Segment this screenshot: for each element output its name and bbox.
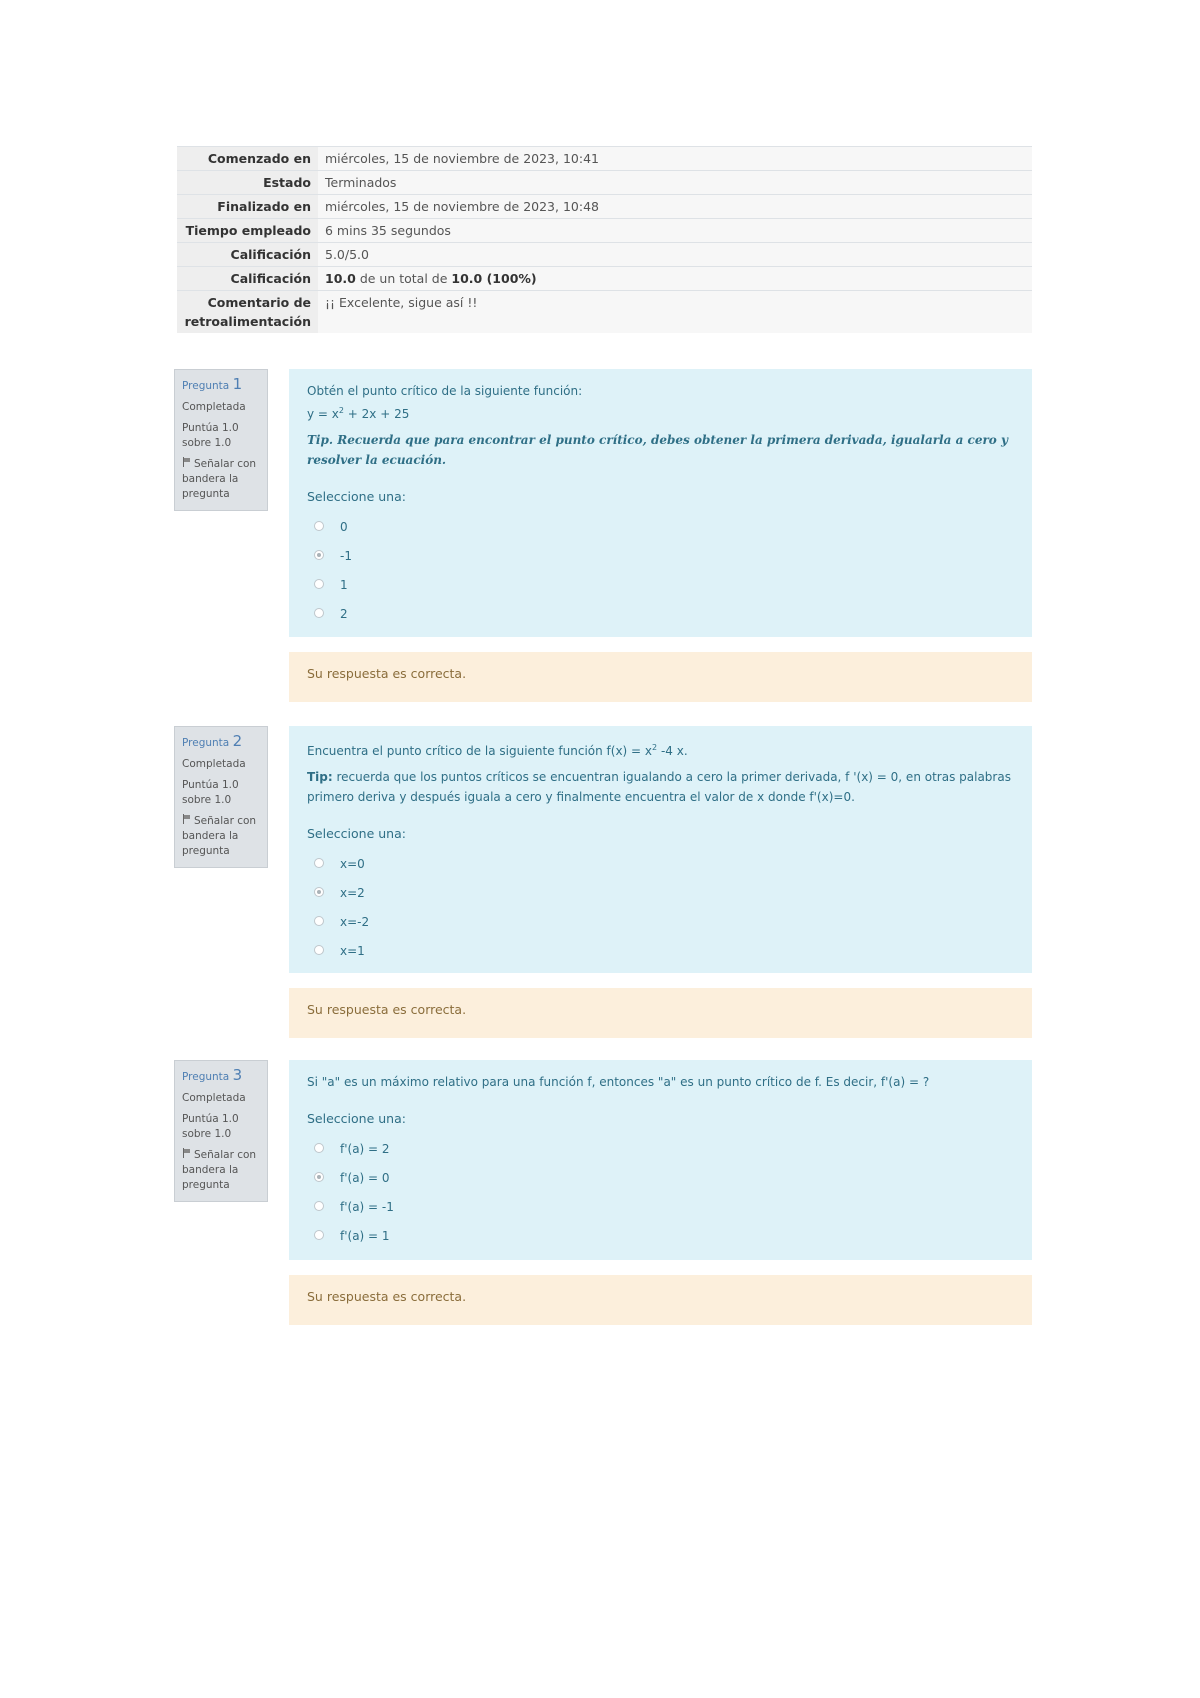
answer-option[interactable]: [307, 540, 1014, 569]
summary-value: ¡¡ Excelente, sigue así !!: [318, 291, 1032, 334]
question-text: [307, 738, 1014, 807]
flag-icon: [182, 457, 191, 467]
question-prefix: Pregunta: [182, 380, 230, 392]
summary-value: miércoles, 15 de noviembre de 2023, 10:48: [318, 195, 1032, 219]
option-label: f'(a) = -1: [340, 1200, 394, 1214]
answer-option[interactable]: [307, 569, 1014, 598]
radio-button-selected[interactable]: [314, 887, 324, 897]
statement-part: Encuentra el punto crítico de la siguiente función f(x) = x: [307, 744, 653, 758]
radio-button[interactable]: [314, 858, 324, 868]
question-content: [289, 726, 1032, 973]
option-label: x=2: [340, 886, 365, 900]
summary-value: [318, 267, 1032, 291]
summary-row-started: [177, 147, 1032, 171]
option-label: 2: [340, 607, 348, 621]
question-prefix: Pregunta: [182, 737, 230, 749]
radio-button[interactable]: [314, 916, 324, 926]
summary-row-finished: [177, 195, 1032, 219]
radio-button[interactable]: [314, 1230, 324, 1240]
tip-label: Tip:: [307, 770, 333, 784]
question-num: 1: [232, 375, 243, 393]
summary-value: miércoles, 15 de noviembre de 2023, 10:41: [318, 147, 1032, 171]
option-label: f'(a) = 2: [340, 1142, 390, 1156]
summary-label: Tiempo empleado: [177, 219, 318, 243]
option-label: f'(a) = 1: [340, 1229, 390, 1243]
question-state: Completada: [182, 1092, 246, 1104]
summary-value: Terminados: [318, 171, 1032, 195]
question-state: Completada: [182, 758, 246, 770]
question-content: [289, 1060, 1032, 1260]
tip-text: recuerda que los puntos críticos se encuentran igualando a cero la primer derivada, f '(x) = 0, en otras palabras primero deriva y después iguala a cero y finalmente encuentra el valor de x donde f'(x)=0.: [307, 770, 1011, 804]
option-label: x=-2: [340, 915, 370, 929]
question-tip: [307, 767, 1014, 807]
answer-option[interactable]: [307, 1220, 1014, 1249]
option-label: x=1: [340, 944, 365, 958]
option-label: 1: [340, 578, 348, 592]
question-num: 3: [232, 1066, 243, 1084]
flag-label: Señalar con bandera la pregunta: [182, 458, 257, 500]
flag-icon: [182, 1148, 191, 1158]
summary-value: 6 mins 35 segundos: [318, 219, 1032, 243]
summary-row-marks: [177, 243, 1032, 267]
flag-question-link[interactable]: [182, 1148, 260, 1193]
summary-row-feedback: [177, 291, 1032, 334]
summary-row-grade: [177, 267, 1032, 291]
summary-value: 5.0/5.0: [318, 243, 1032, 267]
question-prefix: Pregunta: [182, 1071, 230, 1083]
question-text: [307, 1072, 1014, 1092]
question-mark: Puntúa 1.0 sobre 1.0: [182, 1113, 239, 1140]
answer-prompt: Seleccione una:: [307, 1111, 406, 1126]
grade-value: 10.0: [325, 271, 356, 286]
question-number: [182, 1068, 260, 1085]
summary-label: Comenzado en: [177, 147, 318, 171]
summary-label: Estado: [177, 171, 318, 195]
question-content: [289, 369, 1032, 637]
radio-button[interactable]: [314, 579, 324, 589]
answer-option[interactable]: [307, 1162, 1014, 1191]
summary-row-state: [177, 171, 1032, 195]
summary-label: Finalizado en: [177, 195, 318, 219]
flag-label: Señalar con bandera la pregunta: [182, 1149, 257, 1191]
question-statement: Si "a" es un máximo relativo para una función f, entonces "a" es un punto crítico de f. Es decir, f'(a) = ?: [307, 1075, 930, 1089]
formula-exponent: 2: [338, 406, 344, 415]
answer-option[interactable]: [307, 1133, 1014, 1162]
question-state: Completada: [182, 401, 246, 413]
formula-part: + 2x + 25: [343, 407, 410, 421]
summary-label: Calificación: [177, 243, 318, 267]
option-label: -1: [340, 549, 352, 563]
option-label: x=0: [340, 857, 365, 871]
flag-question-link[interactable]: [182, 457, 260, 502]
answer-prompt: Seleccione una:: [307, 826, 406, 841]
option-label: 0: [340, 520, 348, 534]
answer-feedback: Su respuesta es correcta.: [289, 1275, 1032, 1325]
question-statement: [307, 738, 1014, 761]
question-statement: Obtén el punto crítico de la siguiente función:: [307, 384, 583, 398]
attempt-summary-table: [177, 146, 1032, 333]
answer-option[interactable]: [307, 906, 1014, 935]
summary-label: Comentario de retroalimentación: [177, 291, 318, 334]
question-number: [182, 734, 260, 751]
radio-button-selected[interactable]: [314, 550, 324, 560]
radio-button[interactable]: [314, 521, 324, 531]
statement-exponent: 2: [652, 743, 658, 752]
summary-row-time-taken: [177, 219, 1032, 243]
answer-options: [307, 848, 1014, 964]
question-info: [174, 369, 268, 511]
flag-icon: [182, 814, 191, 824]
answer-option[interactable]: [307, 1191, 1014, 1220]
question-num: 2: [232, 732, 243, 750]
grade-percent: (100%): [482, 271, 537, 286]
question-tip: Tip. Recuerda que para encontrar el punto crítico, debes obtener la primera derivada, igualarla a cero y resolver la ecuación.: [307, 433, 1008, 467]
question-info: [174, 1060, 268, 1202]
answer-feedback: Su respuesta es correcta.: [289, 652, 1032, 702]
summary-label: Calificación: [177, 267, 318, 291]
answer-option[interactable]: [307, 848, 1014, 877]
question-mark: Puntúa 1.0 sobre 1.0: [182, 422, 239, 449]
answer-prompt: Seleccione una:: [307, 489, 406, 504]
radio-button[interactable]: [314, 1143, 324, 1153]
answer-option[interactable]: [307, 935, 1014, 964]
radio-button-selected[interactable]: [314, 1172, 324, 1182]
answer-option[interactable]: [307, 511, 1014, 540]
answer-options: [307, 1133, 1014, 1249]
flag-label: Señalar con bandera la pregunta: [182, 815, 257, 857]
question-text: [307, 381, 1014, 470]
radio-button[interactable]: [314, 1201, 324, 1211]
answer-option[interactable]: [307, 877, 1014, 906]
question-formula: [307, 401, 1014, 424]
formula-part: y = x: [307, 407, 339, 421]
statement-part: -4 x.: [657, 744, 688, 758]
answer-options: [307, 511, 1014, 627]
answer-feedback: Su respuesta es correcta.: [289, 988, 1032, 1038]
question-number: [182, 377, 260, 394]
answer-option[interactable]: [307, 598, 1014, 627]
flag-question-link[interactable]: [182, 814, 260, 859]
radio-button[interactable]: [314, 608, 324, 618]
option-label: f'(a) = 0: [340, 1171, 390, 1185]
grade-total: 10.0: [451, 271, 483, 286]
radio-button[interactable]: [314, 945, 324, 955]
question-mark: Puntúa 1.0 sobre 1.0: [182, 779, 239, 806]
grade-text: de un total de: [355, 271, 452, 286]
question-info: [174, 726, 268, 868]
